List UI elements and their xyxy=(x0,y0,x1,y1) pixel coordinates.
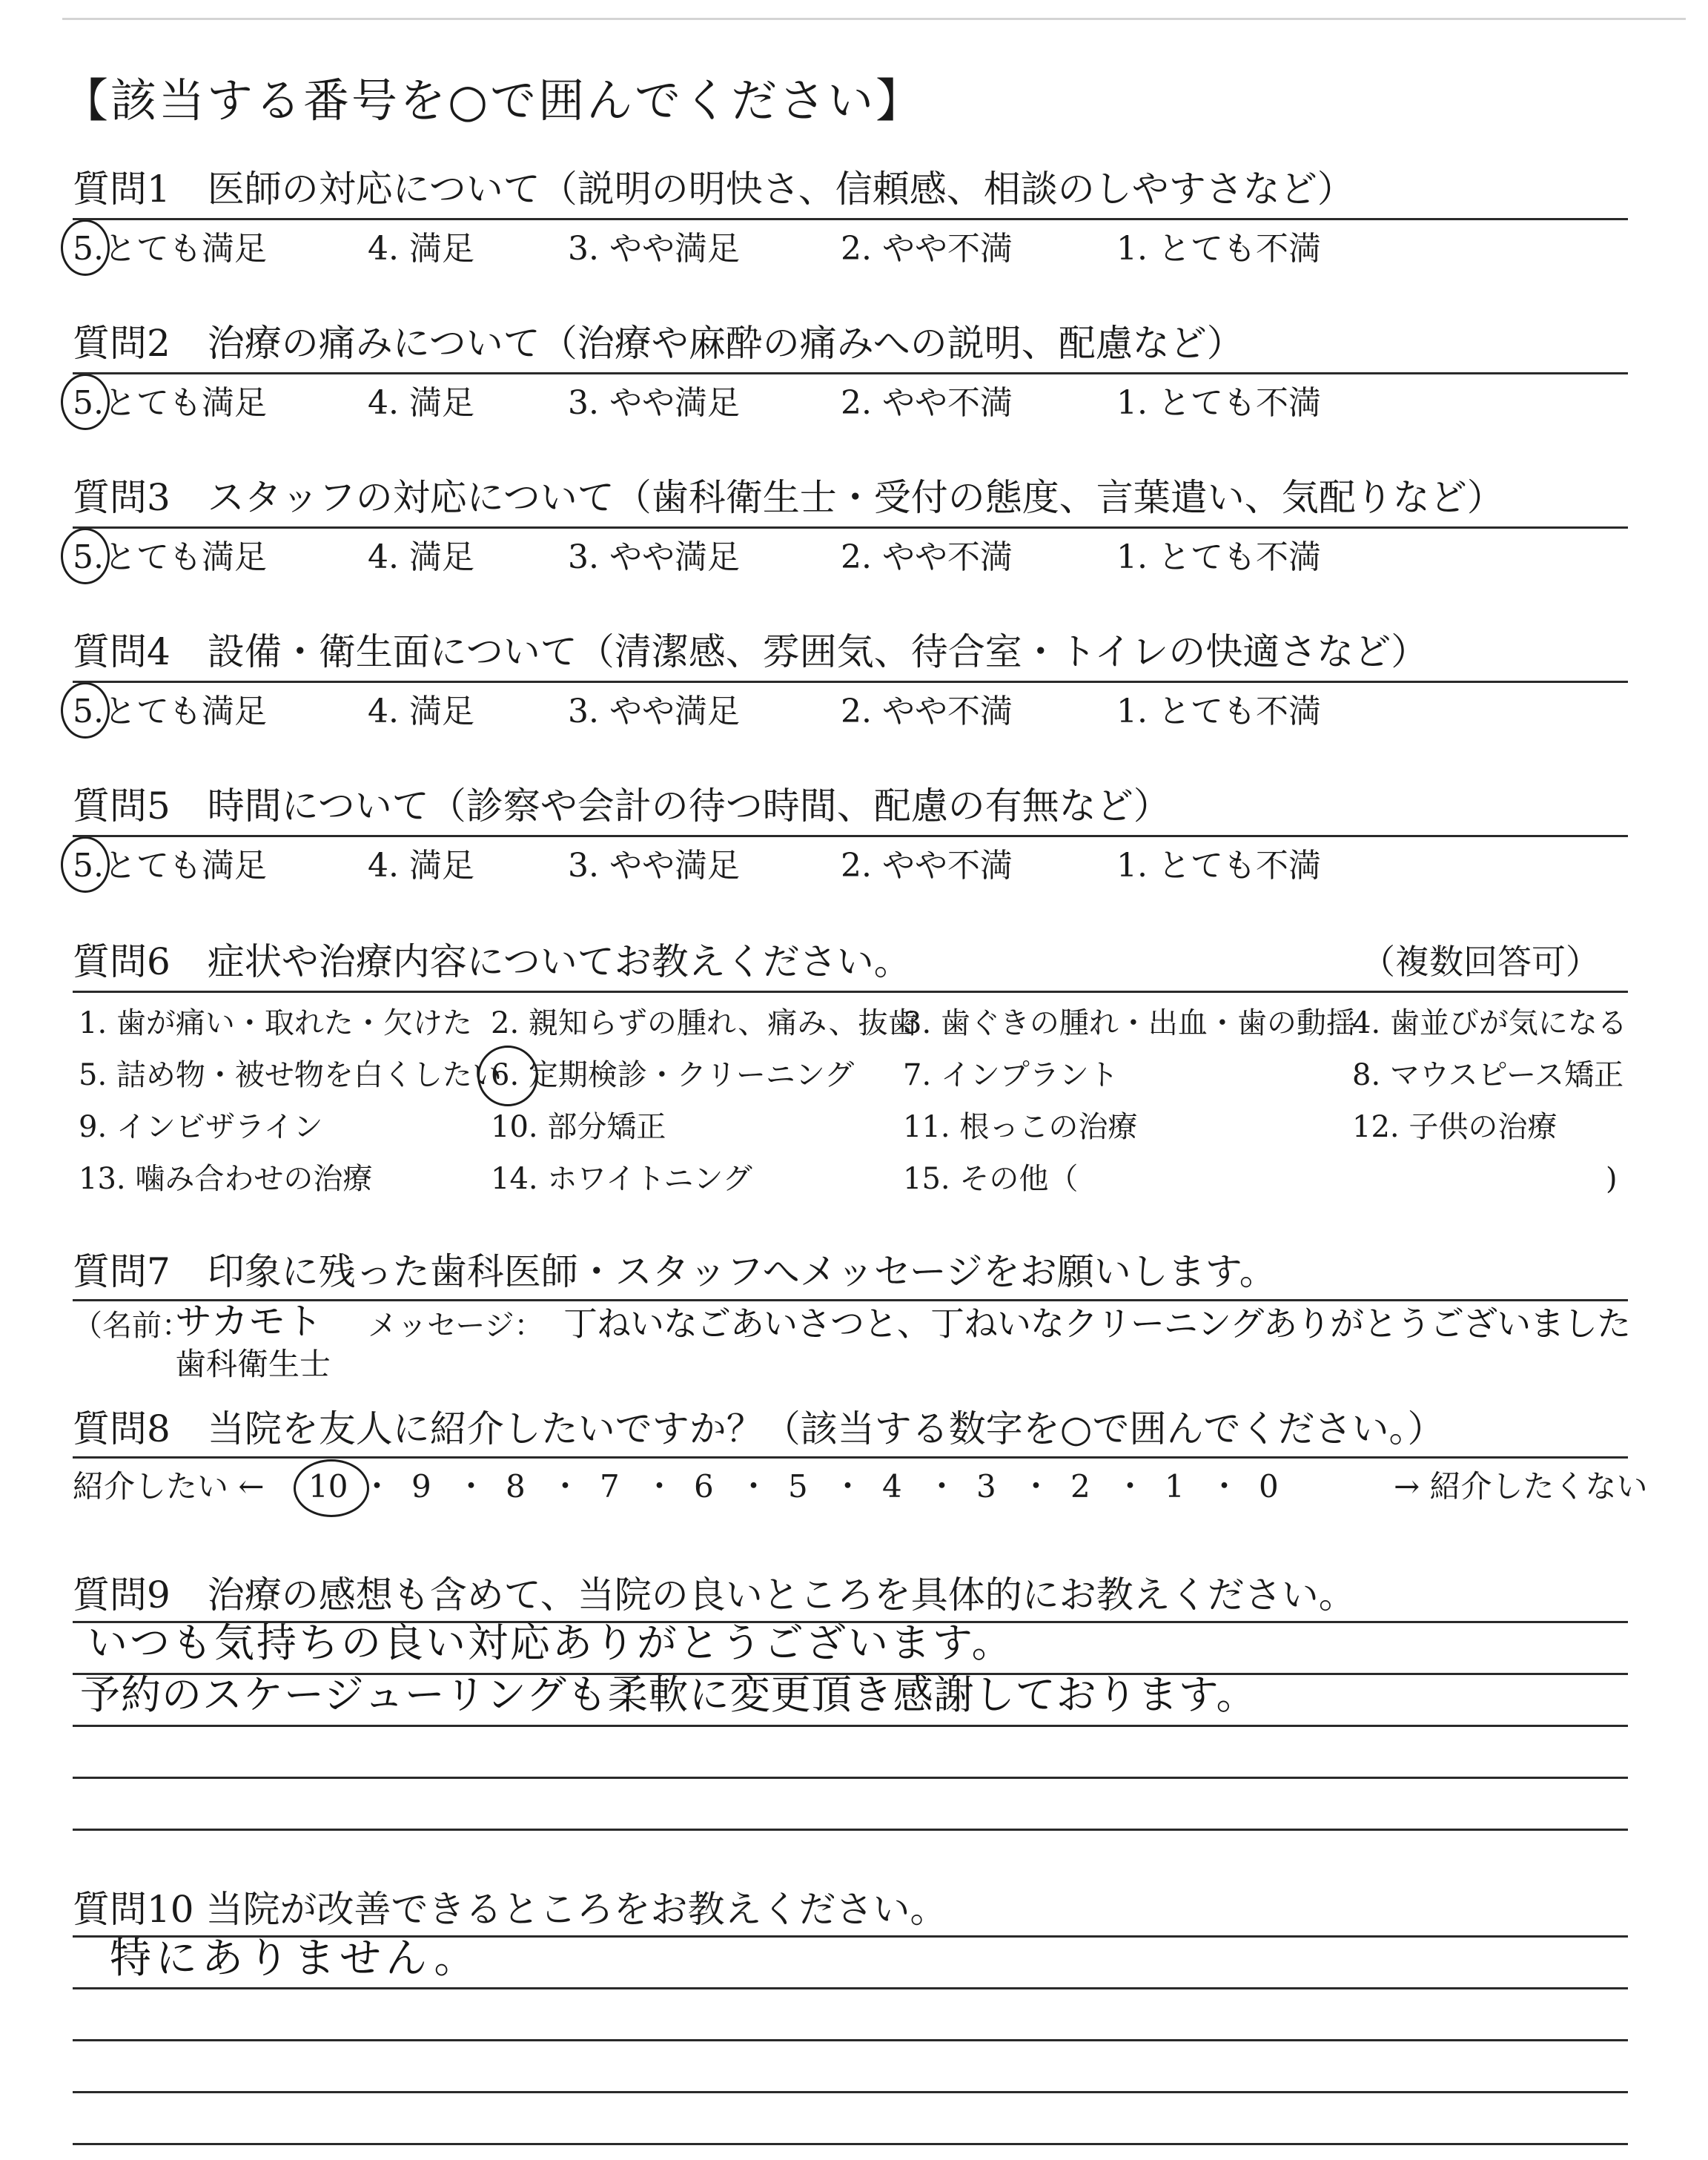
q6-note: （複数回答可） xyxy=(1361,942,1600,982)
selected-circle-mark xyxy=(61,836,110,893)
scale-number[interactable]: 9 xyxy=(411,1468,431,1505)
question-rule xyxy=(73,835,1628,837)
rating-options xyxy=(73,535,1622,580)
q10-line xyxy=(73,2143,1628,2145)
scale-separator: ・ xyxy=(738,1468,769,1505)
scale-separator: ・ xyxy=(926,1468,958,1505)
q10-section xyxy=(73,1883,1622,1935)
question-5 xyxy=(73,780,1622,885)
question-1 xyxy=(73,163,1622,268)
scale-separator: ・ xyxy=(643,1468,675,1505)
q8-rule xyxy=(73,1456,1628,1459)
q8-left-label: 紹介したい ← xyxy=(73,1468,265,1505)
rating-options xyxy=(73,381,1622,426)
q6-option[interactable]: 9. インビザライン xyxy=(79,1110,323,1144)
selected-circle-mark xyxy=(477,1046,538,1106)
rating-option[interactable]: 1. とても不満 xyxy=(1116,538,1321,576)
rating-options xyxy=(73,690,1622,734)
rating-option[interactable]: 3. やや満足 xyxy=(568,384,740,422)
rating-option[interactable]: 4. 満足 xyxy=(368,693,474,730)
selected-circle-mark xyxy=(294,1459,369,1517)
rating-option[interactable]: 4. 満足 xyxy=(368,538,474,576)
q9-answer-line[interactable]: いつも気持ちの良い対応ありがとうございます。 xyxy=(87,1619,1014,1666)
q6-rule xyxy=(73,991,1628,993)
question-3 xyxy=(73,472,1622,576)
question-2 xyxy=(73,317,1622,422)
q6-option[interactable]: 13. 噛み合わせの治療 xyxy=(79,1162,373,1196)
rating-option[interactable]: 1. とても不満 xyxy=(1116,384,1321,422)
rating-option[interactable]: 5.とても満足 xyxy=(73,538,267,576)
rating-option[interactable]: 2. やや不満 xyxy=(841,384,1013,422)
q10-line xyxy=(73,2091,1628,2093)
rating-option[interactable]: 1. とても不満 xyxy=(1116,693,1321,730)
rating-option[interactable]: 3. やや満足 xyxy=(568,693,740,730)
q6-option[interactable]: 6. 定期検診・クリーニング xyxy=(491,1058,855,1092)
q6-option[interactable]: 7. インプラント xyxy=(903,1058,1119,1092)
q7-name-note: 歯科衛生士 xyxy=(175,1346,331,1382)
rating-option[interactable]: 3. やや満足 xyxy=(568,230,740,268)
q7-message-label: メッセージ： xyxy=(368,1309,544,1343)
rating-option[interactable]: 3. やや満足 xyxy=(568,538,740,576)
q7-section xyxy=(73,1246,1622,1298)
q6-option[interactable]: 14. ホワイトニング xyxy=(491,1162,752,1196)
selected-circle-mark xyxy=(61,682,110,739)
rating-option[interactable]: 2. やや不満 xyxy=(841,230,1013,268)
q8-title: 質問8 当院を友人に紹介したいですか？（該当する数字を○で囲んでください。） xyxy=(73,1407,1445,1450)
question-title: 質問2 治療の痛みについて（治療や麻酔の痛みへの説明、配慮など） xyxy=(73,322,1244,365)
q6-option[interactable]: 8. マウスピース矯正 xyxy=(1352,1058,1624,1092)
scale-separator: ・ xyxy=(1020,1468,1052,1505)
rating-option[interactable]: 3. やや満足 xyxy=(568,847,740,885)
q6-option[interactable]: 3. 歯ぐきの腫れ・出血・歯の動揺 xyxy=(903,1006,1356,1040)
question-rule xyxy=(73,526,1628,529)
rating-option[interactable]: 5.とても満足 xyxy=(73,847,267,885)
q9-section xyxy=(73,1569,1622,1621)
q8-right-label: → 紹介したくない xyxy=(1394,1468,1648,1505)
q6-other-close: ) xyxy=(1606,1162,1618,1196)
q6-option[interactable]: 4. 歯並びが気になる xyxy=(1352,1006,1627,1040)
q9-answer-line[interactable]: 予約のスケージューリングも柔軟に変更頂き感謝しております。 xyxy=(80,1671,1257,1718)
q6-option[interactable]: 10. 部分矯正 xyxy=(491,1110,666,1144)
q7-name-label: （名前： xyxy=(73,1309,191,1343)
q9-line xyxy=(73,1725,1628,1727)
top-border xyxy=(62,18,1686,20)
rating-option[interactable]: 4. 満足 xyxy=(368,230,474,268)
rating-option[interactable]: 2. やや不満 xyxy=(841,538,1013,576)
scale-number[interactable]: 8 xyxy=(506,1468,526,1505)
q10-title: 質問10 当院が改善できるところをお教えください。 xyxy=(73,1888,947,1931)
selected-circle-mark xyxy=(61,374,110,430)
scale-separator: ・ xyxy=(832,1468,864,1505)
question-rule xyxy=(73,681,1628,683)
q10-line xyxy=(73,1987,1628,1989)
scale-number[interactable]: 1 xyxy=(1165,1468,1185,1505)
rating-option[interactable]: 2. やや不満 xyxy=(841,847,1013,885)
question-rule xyxy=(73,372,1628,374)
q8-scale xyxy=(73,1461,1648,1513)
q6-option[interactable]: 15. その他（ xyxy=(903,1162,1079,1196)
q9-line xyxy=(73,1829,1628,1831)
question-title: 質問4 設備・衛生面について（清潔感、雰囲気、待合室・トイレの快適さなど） xyxy=(73,630,1429,673)
scale-separator: ・ xyxy=(361,1468,393,1505)
rating-option[interactable]: 1. とても不満 xyxy=(1116,230,1321,268)
q6-option[interactable]: 12. 子供の治療 xyxy=(1352,1110,1558,1144)
scale-separator: ・ xyxy=(455,1468,487,1505)
q9-title: 質問9 治療の感想も含めて、当院の良いところを具体的にお教えください。 xyxy=(73,1573,1356,1616)
rating-option[interactable]: 1. とても不満 xyxy=(1116,847,1321,885)
rating-option[interactable]: 4. 満足 xyxy=(368,384,474,422)
selected-circle-mark xyxy=(61,528,110,584)
question-title: 質問1 医師の対応について（説明の明快さ、信頼感、相談のしやすさなど） xyxy=(73,168,1354,211)
q6-option[interactable]: 1. 歯が痛い・取れた・欠けた xyxy=(79,1006,472,1040)
scale-separator: ・ xyxy=(1208,1468,1240,1505)
rating-options xyxy=(73,844,1622,888)
q10-answer-line[interactable]: 特にありません。 xyxy=(110,1935,480,1983)
q6-option[interactable]: 11. 根っこの治療 xyxy=(903,1110,1138,1144)
scale-number[interactable]: 10 xyxy=(308,1468,348,1505)
scale-separator: ・ xyxy=(549,1468,581,1505)
scale-number[interactable]: 2 xyxy=(1070,1468,1090,1505)
rating-option[interactable]: 5.とても満足 xyxy=(73,693,267,730)
scale-number[interactable]: 6 xyxy=(694,1468,714,1505)
q7-name-value[interactable]: サカモト xyxy=(175,1300,322,1343)
q7-message-value[interactable]: 丁ねいなごあいさつと、丁ねいなクリーニングありがとうございました xyxy=(563,1304,1631,1344)
rating-options xyxy=(73,227,1622,271)
q6-option[interactable]: 2. 親知らずの腫れ、痛み、抜歯 xyxy=(491,1006,918,1040)
rating-option[interactable]: 2. やや不満 xyxy=(841,693,1013,730)
q10-line xyxy=(73,2039,1628,2041)
rating-option[interactable]: 4. 満足 xyxy=(368,847,474,885)
scale-number[interactable]: 7 xyxy=(600,1468,620,1505)
scale-number[interactable]: 4 xyxy=(882,1468,902,1505)
scale-number[interactable]: 3 xyxy=(976,1468,996,1505)
scale-number[interactable]: 5 xyxy=(788,1468,808,1505)
q6-title: 質問6 症状や治療内容についてお教えください。 xyxy=(73,940,911,983)
q7-title: 質問7 印象に残った歯科医師・スタッフへメッセージをお願いします。 xyxy=(73,1250,1277,1293)
q9-line xyxy=(73,1777,1628,1779)
question-4 xyxy=(73,626,1622,730)
scale-number[interactable]: 0 xyxy=(1259,1468,1279,1505)
question-title: 質問3 スタッフの対応について（歯科衛生士・受付の態度、言葉遣い、気配りなど） xyxy=(73,476,1504,519)
selected-circle-mark xyxy=(61,219,110,276)
page-header: 【該当する番号を○で囲んでください】 xyxy=(62,73,924,128)
question-title: 質問5 時間について（診察や会計の待つ時間、配慮の有無など） xyxy=(73,785,1171,828)
q6-option[interactable]: 5. 詰め物・被せ物を白くしたい xyxy=(79,1058,502,1092)
question-rule xyxy=(73,218,1628,220)
scale-separator: ・ xyxy=(1114,1468,1146,1505)
rating-option[interactable]: 5.とても満足 xyxy=(73,230,267,268)
q8-section xyxy=(73,1403,1622,1455)
rating-option[interactable]: 5.とても満足 xyxy=(73,384,267,422)
